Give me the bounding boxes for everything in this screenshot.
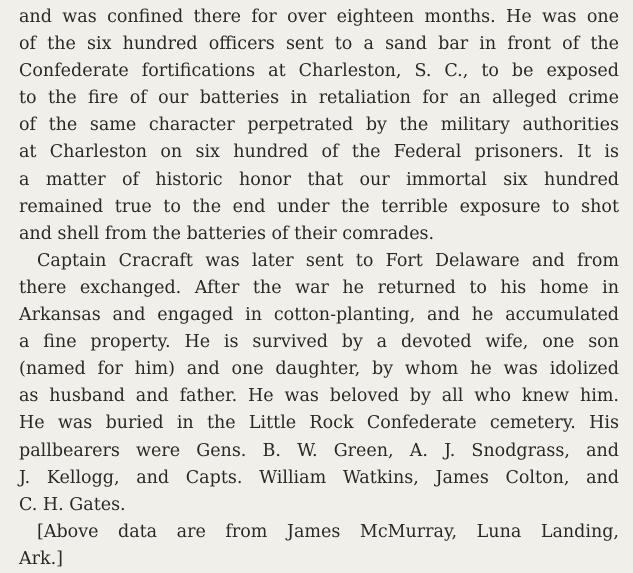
text-line: of the six hundred officers sent to a sand bar in front of the [19,34,619,55]
text-line: C. H. Gates. [19,494,126,515]
text-line: at Charleston on six hundred of the Federal prisoners. It is [19,142,619,163]
paragraph-prison-account [19,4,619,248]
text-line: (named for him) and one daughter, by whom he was idolized [19,359,619,380]
text-line: and was confined there for over eighteen months. He was one [19,7,619,27]
paragraph-source-note [19,519,619,573]
text-line: and shell from the batteries of their comrades. [19,223,435,244]
text-line: remained true to the end under the terrible exposure to shot [19,196,619,217]
text-line: Ark.] [19,548,63,569]
text-line: pallbearers were Gens. B. W. Green, A. J. Snodgrass, and [19,440,619,461]
text-line: J. Kellogg, and Capts. William Watkins, James Colton, and [19,467,619,488]
text-line: to the fire of our batteries in retaliation for an alleged crime [19,88,619,109]
text-line: there exchanged. After the war he returned to his home in [19,277,619,298]
text-line: Captain Cracraft was later sent to Fort Delaware and from [37,250,619,271]
text-line: He was buried in the Little Rock Confederate cemetery. His [19,413,619,434]
text-line: of the same character perpetrated by the military authorities [19,115,619,136]
article-text [19,4,619,573]
text-line: Arkansas and engaged in cotton-planting, and he accumulated [19,305,619,326]
text-line: a fine property. He is survived by a devoted wife, one son [19,332,619,353]
text-line: as husband and father. He was beloved by all who knew him. [19,386,619,407]
text-line: Confederate fortifications at Charleston, S. C., to be exposed [19,61,619,82]
paragraph-later-life [19,248,619,519]
text-line: [Above data are from James McMurray, Luna Landing, [37,521,619,542]
text-line: a matter of historic honor that our immortal six hundred [19,169,619,190]
